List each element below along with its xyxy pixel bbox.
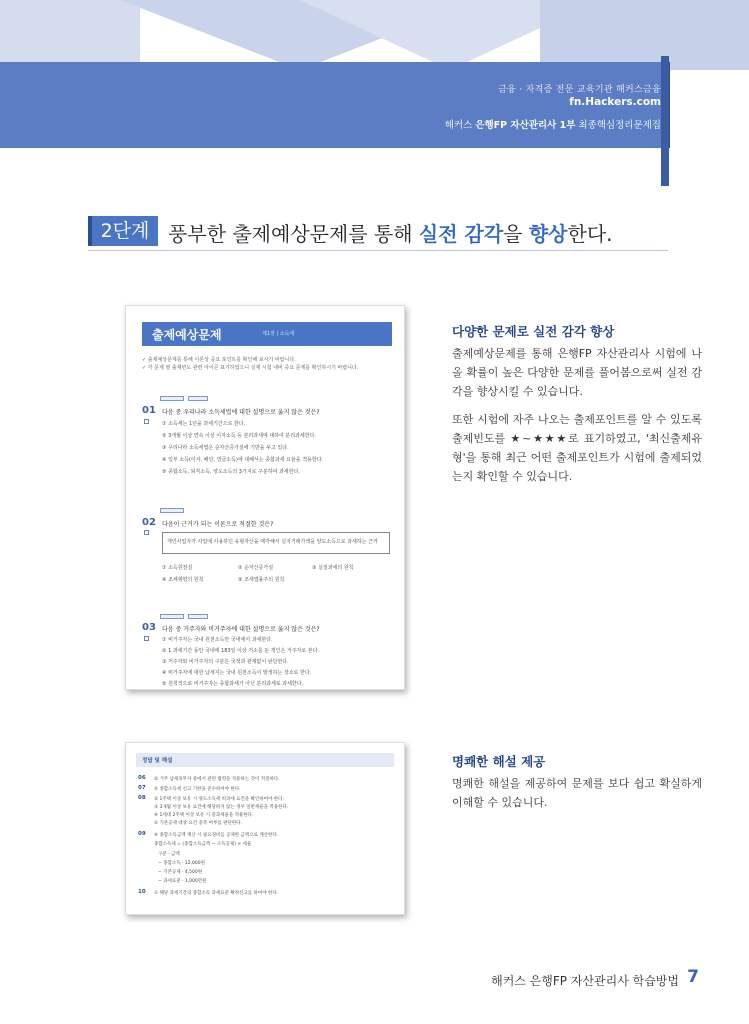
- answer-text: 구분 · 금액: [158, 852, 180, 857]
- option: ② 3개월 이상 연속 이상 이자소득 등 분리과세에 대하여 분리과세한다.: [162, 433, 316, 439]
- step-badge: 2단계: [88, 216, 158, 246]
- question-number: 02: [142, 517, 156, 528]
- feature-title: 다양한 문제로 실전 감각 향상: [452, 324, 615, 339]
- header-side-bar: [661, 56, 669, 186]
- recent-type-tag: [188, 614, 208, 619]
- answer-text: − 과세표준 · 1,000만원: [158, 879, 207, 884]
- option: ① 소득원천설: [162, 565, 193, 571]
- header-book-title: 해커스 은행FP 자산관리사 1부 최종핵심정리문제집: [444, 120, 661, 131]
- frequency-tag: [160, 396, 184, 401]
- answer-number: 07: [138, 785, 146, 791]
- answer-text: ① 해당 과세기간의 종합소득 과세표준 확정신고를 하여야 한다.: [154, 891, 279, 896]
- decor-shape: [540, 0, 749, 70]
- feature-body: 명쾌한 해설을 제공하여 문제를 보다 쉽고 확실하게 이해할 수 있습니다.: [452, 777, 702, 809]
- header-subtitle: 금융 · 자격증 전문 교육기관 해커스금융: [498, 85, 661, 95]
- question-number: 03: [142, 622, 156, 633]
- feature-title: 명쾌한 해설 제공: [452, 754, 546, 769]
- sample-answer-page: [125, 742, 405, 915]
- question-box-text: 개인사업자가 사업에 사용하던 유형자산을 매각해서 실지거래가액을 양도소득으로 과세하는 근거: [167, 539, 378, 545]
- option: ① 비거주자는 국내 원천소득만 국내에서 과세한다.: [162, 637, 273, 643]
- option: ② 1 과세기간 동안 국내에 183일 이상 거소를 둔 개인은 거주자로 본다.: [162, 648, 320, 654]
- answer-number: 08: [138, 795, 146, 801]
- step-title: 풍부한 출제예상문제를 통해 실전 감각을 향상한다.: [168, 222, 613, 246]
- option: ③ 거주자와 비거주자의 구분은 국적과 관계없이 판단한다.: [162, 659, 289, 665]
- sample-question-page: [125, 305, 405, 690]
- frequency-tag: [160, 508, 184, 513]
- answer-text: ④ 종합소득금액 계산 시 필요경비를 공제한 금액으로 계산한다.: [154, 833, 279, 838]
- answer-text: ② 1주택 이상 보유 시 양도소득세 비과세 요건을 확인하여야 한다.: [154, 797, 284, 802]
- checkbox: [144, 636, 149, 641]
- answer-text: − 종합소득 · 12,000원: [158, 861, 205, 866]
- question-text: 다음이 근거가 되는 이론으로 적절한 것은?: [162, 521, 274, 528]
- page-number: 7: [687, 967, 699, 987]
- option: ⑤ 종합소득, 퇴직소득, 양도소득의 3가지로 구분하여 과세한다.: [162, 469, 300, 475]
- note-line: ✓ 출제예상문제를 통해 이론상 중요 포인트를 확인해 보시기 바랍니다.: [142, 357, 296, 363]
- footer-text: 해커스 은행FP 자산관리사 학습방법: [491, 974, 679, 988]
- option: ③ 우리나라 소득세법은 순자산증가설에 기반을 두고 있다.: [162, 445, 289, 451]
- question-text: 다음 중 거주자와 비거주자에 대한 설명으로 옳지 않은 것은?: [162, 626, 320, 633]
- answer-text: ⑤ 종합소득세 신고 기한을 준수하여야 한다.: [154, 787, 241, 792]
- feature-body: 출제예상문제를 통해 은행FP 자산관리사 시험에 나올 확률이 높은 다양한 문제를 풀어봄으로써 실전 감각을 향상시킬 수 있습니다.: [452, 347, 702, 398]
- answer-number: 09: [138, 831, 146, 837]
- question-number: 01: [142, 405, 156, 416]
- option: ④ 일부 소득(이자, 배당, 연금소득)에 대해서는 종합과세 요율을 적용한다.: [162, 457, 324, 463]
- recent-type-tag: [188, 396, 208, 401]
- feature-body: 또한 시험에 자주 나오는 출제포인트를 알 수 있도록 출제빈도를 ★~★★★로 표기하였고, '최신출제유형'을 통해 최근 어떤 출제포인트가 시험에 출제되었는지 확인할 수 있습니다.: [452, 413, 702, 483]
- frequency-tag: [160, 614, 184, 619]
- answer-number: 06: [138, 775, 146, 781]
- option: ④ 비거주자에 대한 납세지는 국내 원천소득이 발생하는 장소로 한다.: [162, 670, 312, 676]
- option: ⑤ 조세법률주의 원칙: [238, 577, 285, 583]
- question-page-header: 출제예상문제 제1장 | 소득세: [142, 322, 392, 346]
- option: ④ 조세형평의 원칙: [162, 577, 204, 583]
- option: ② 순자산증가설: [238, 565, 274, 571]
- option: ③ 실질과세의 원칙: [312, 565, 354, 571]
- option: ⑤ 원칙적으로 비거주자는 종합과세가 아닌 분리과세로 과세한다.: [162, 681, 304, 687]
- header-url: fn.Hackers.com: [569, 96, 661, 108]
- decor-shape: [0, 0, 140, 70]
- note-line: ✓ 각 문제 옆 출제빈도 관련 아이콘 표기하였으니 실제 시험 대비 중요 문제를 확인하시기 바랍니다.: [142, 365, 359, 371]
- answer-text: ④ 1세대 2주택 이상 보유 시 중과세율을 적용한다.: [154, 813, 254, 818]
- answer-text: − 기본공제 · 4,500원: [158, 870, 203, 875]
- question-text: 다음 중 우리나라 소득세법에 대한 설명으로 옳지 않은 것은?: [162, 409, 320, 416]
- answer-text: ③ 3개월 이상 보유 요건에 해당하지 않는 경우 일반세율을 적용한다.: [154, 805, 289, 810]
- checkbox: [144, 530, 149, 535]
- answer-number: 10: [138, 889, 146, 895]
- divider: [88, 250, 668, 251]
- header-band: [0, 62, 668, 148]
- answer-text: 종합소득세 = (종합소득금액 − 소득공제) × 세율: [154, 842, 252, 847]
- question-box: [162, 532, 390, 554]
- checkbox: [144, 419, 149, 424]
- answer-text: ⑤ 기본공제 대상 요건 충족 여부를 판단한다.: [154, 821, 242, 826]
- option: ① 소득세는 1년을 과세기간으로 한다.: [162, 421, 246, 427]
- answer-text: ② 거주 납세의무자 중에서 관련 법령을 적용하는 것이 적절하다.: [154, 777, 280, 782]
- answer-page-header: 정답 및 해설: [136, 753, 394, 767]
